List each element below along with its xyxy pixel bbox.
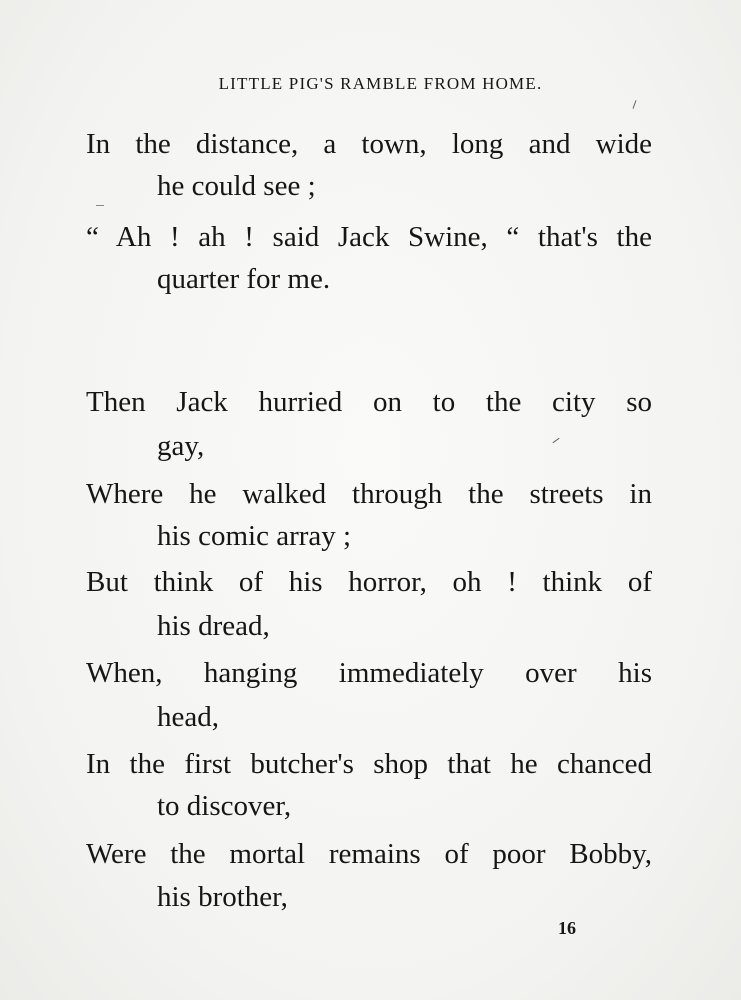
verse-line-continuation: his comic array ; — [157, 520, 352, 552]
verse-line: In the distance, a town, long and wide — [86, 128, 652, 160]
running-head: LITTLE PIG'S RAMBLE FROM HOME. — [218, 74, 543, 93]
verse-line-continuation: his dread, — [157, 610, 270, 642]
verse-line: Were the mortal remains of poor Bobby, — [86, 838, 652, 870]
verse-line: “ Ah ! ah ! said Jack Swine, “ that's the — [86, 221, 652, 253]
verse-line: In the first butcher's shop that he chanced — [86, 748, 652, 780]
print-speck — [552, 438, 559, 443]
verse-line-continuation: to discover, — [157, 790, 292, 822]
verse-line-continuation: head, — [157, 701, 219, 733]
page-number: 16 — [558, 918, 576, 938]
verse-line-continuation: gay, — [157, 430, 205, 462]
verse-line-continuation: quarter for me. — [157, 263, 331, 295]
verse-line: Where he walked through the streets in — [86, 478, 652, 510]
print-speck — [96, 205, 104, 206]
verse-line-continuation: his brother, — [157, 881, 288, 913]
verse-line-continuation: he could see ; — [157, 170, 316, 202]
verse-line: When, hanging immediately over his — [86, 657, 652, 689]
print-speck — [632, 100, 636, 109]
verse-line: Then Jack hurried on to the city so — [86, 386, 652, 418]
verse-line: But think of his horror, oh ! think of — [86, 566, 652, 598]
